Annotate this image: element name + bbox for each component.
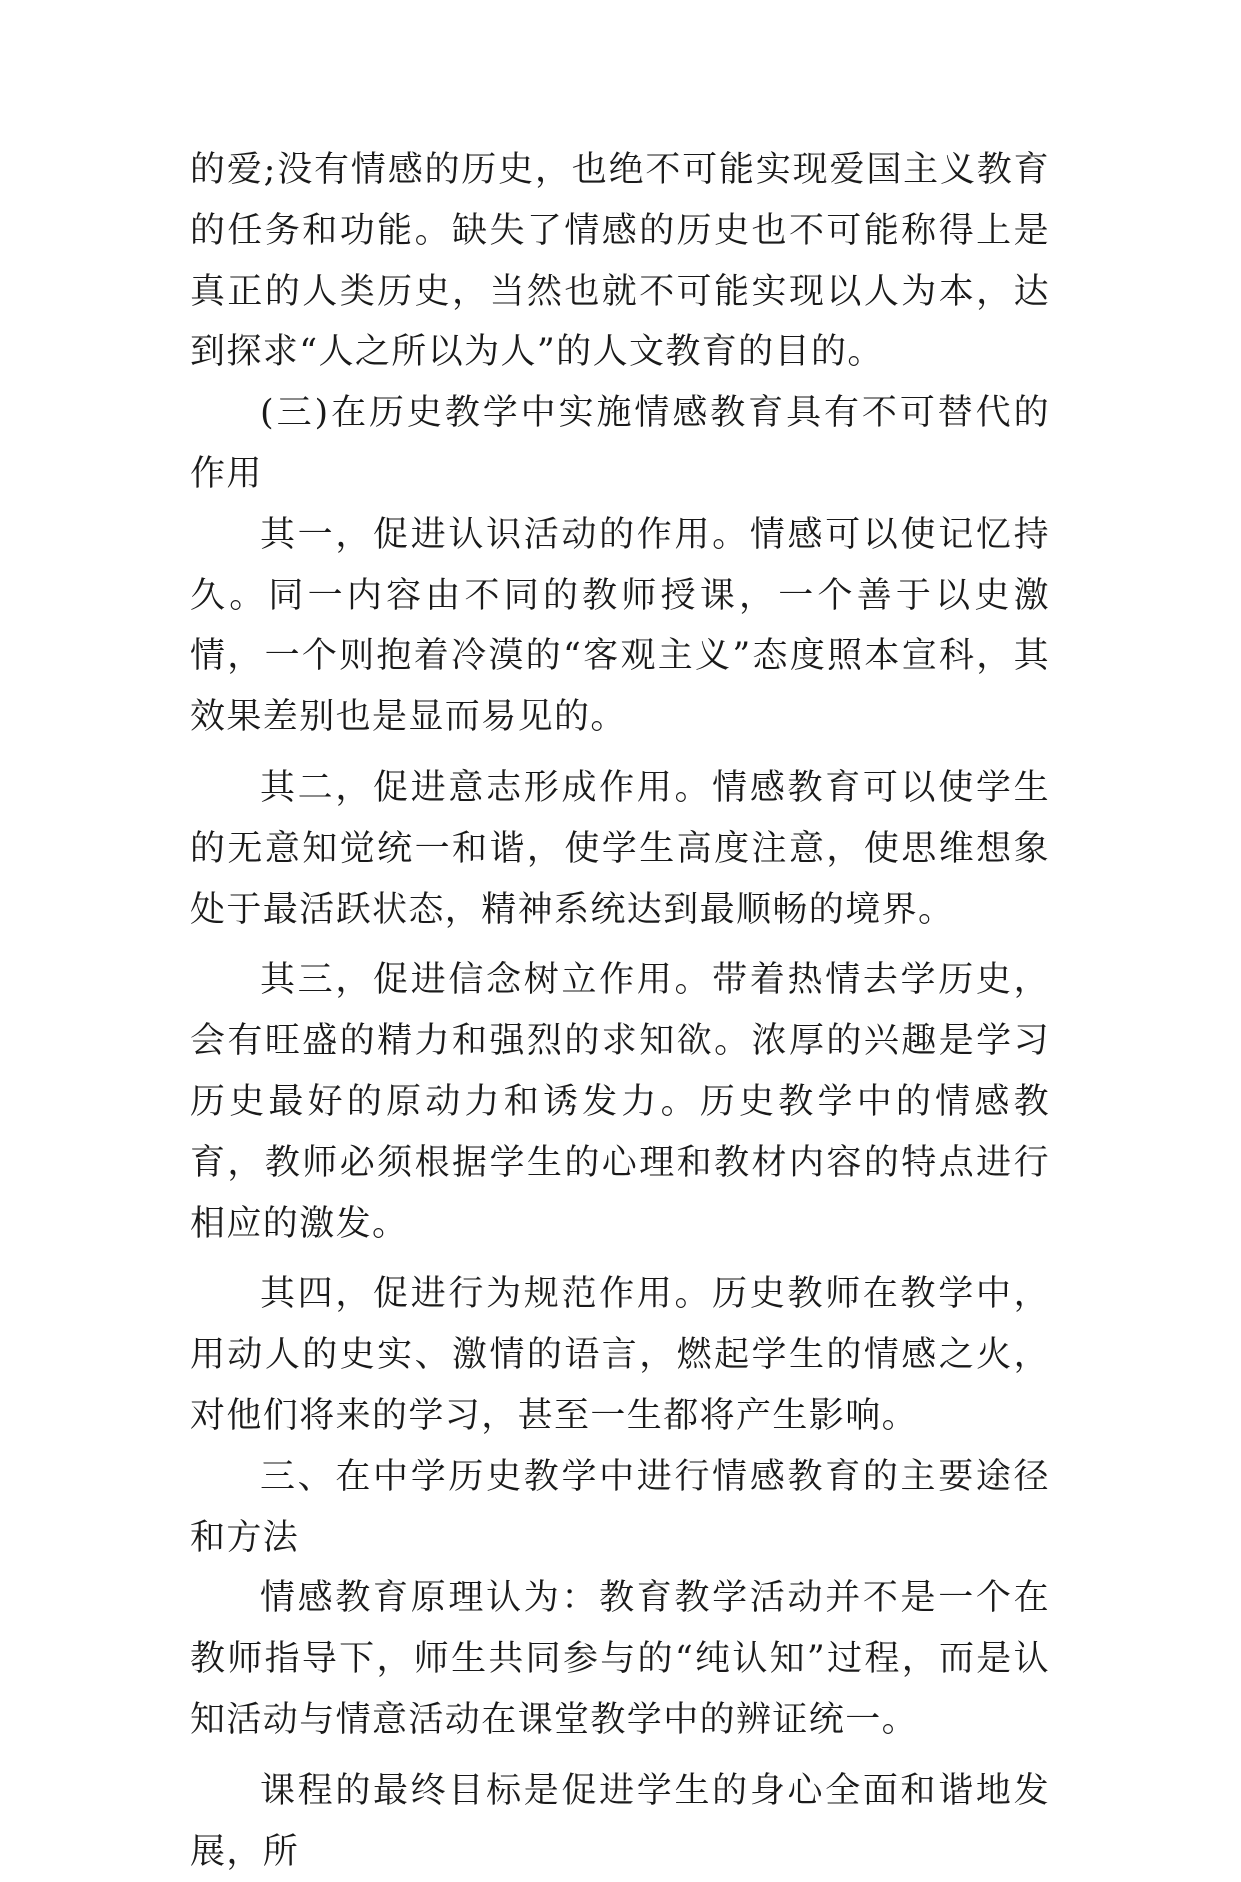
section-heading-main-3: 三、在中学历史教学中进行情感教育的主要途径和方法 bbox=[190, 1456, 1050, 1558]
paragraph-principle: 情感教育原理认为：教育教学活动并不是一个在教师指导下，师生共同参与的“纯认知”过程，而是认知活动与情意活动在课堂教学中的辨证统一。 bbox=[190, 1578, 1050, 1740]
paragraph-course-goal: 课程的最终目标是促进学生的身心全面和谐地发展，所 bbox=[190, 1770, 1050, 1872]
section-heading-3: (三)在历史教学中实施情感教育具有不可替代的作用 bbox=[190, 393, 1050, 494]
paragraph-point-4: 其四，促进行为规范作用。历史教师在教学中，用动人的史实、激情的语言，燃起学生的情感之火，对他们将来的学习，甚至一生都将产生影响。 bbox=[190, 1274, 1050, 1436]
paragraph-point-2: 其二，促进意志形成作用。情感教育可以使学生的无意知觉统一和谐，使学生高度注意，使思维想象处于最活跃状态，精神系统达到最顺畅的境界。 bbox=[190, 767, 1050, 930]
paragraph-point-1: 其一，促进认识活动的作用。情感可以使记忆持久。同一内容由不同的教师授课，一个善于以史激情，一个则抱着冷漠的“客观主义”态度照本宣科，其效果差别也是显而易见的。 bbox=[190, 514, 1050, 738]
document-body bbox=[190, 140, 1050, 1882]
paragraph-1: 的爱;没有情感的历史，也绝不可能实现爱国主义教育的任务和功能。缺失了情感的历史也不可能称得上是真正的人类历史，当然也就不可能实现以人为本，达到探求“人之所以为人”的人文教育的目的。 bbox=[190, 150, 1050, 373]
paragraph-point-3: 其三，促进信念树立作用。带着热情去学历史，会有旺盛的精力和强烈的求知欲。浓厚的兴趣是学习历史最好的原动力和诱发力。历史教学中的情感教育，教师必须根据学生的心理和教材内容的特点进行相应的激发。 bbox=[190, 960, 1050, 1244]
